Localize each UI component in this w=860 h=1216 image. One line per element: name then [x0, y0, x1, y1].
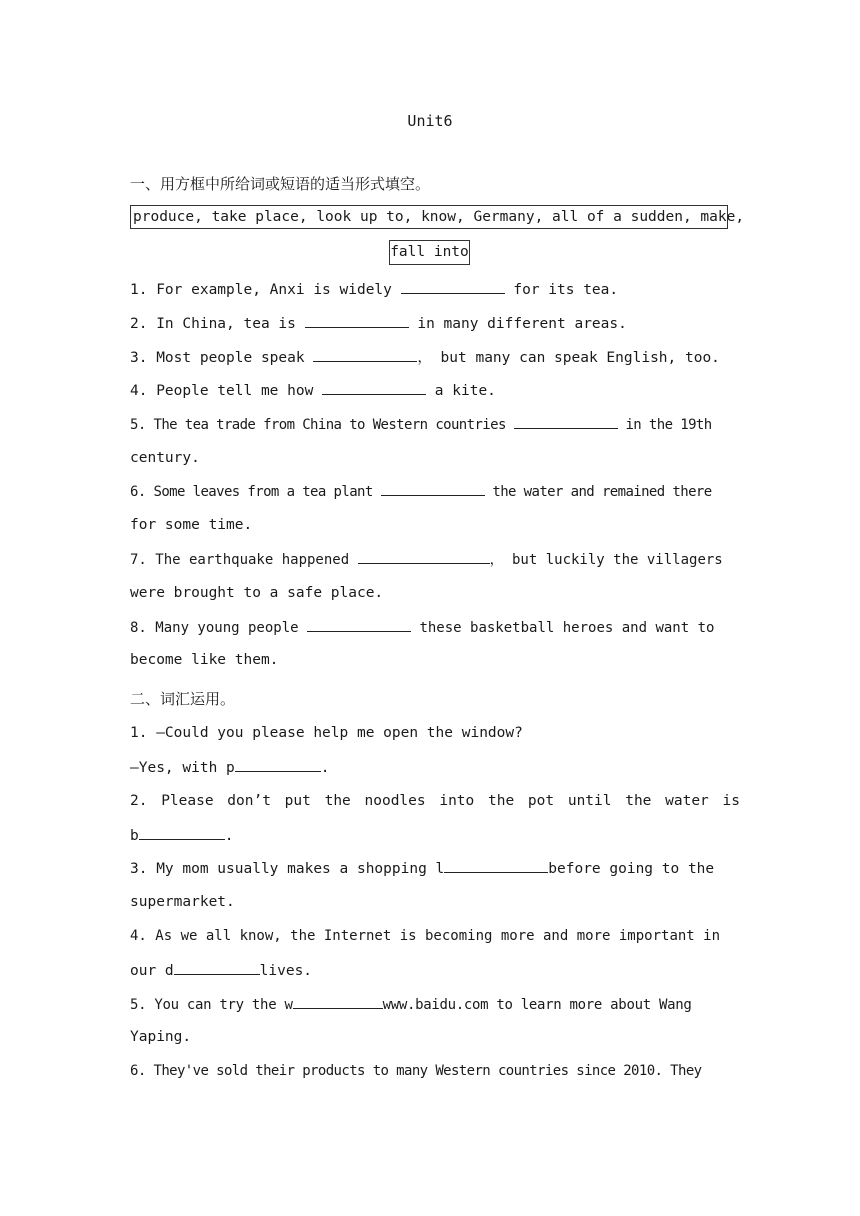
- section1-question-5: [130, 414, 730, 435]
- question-text: in many different areas.: [408, 316, 627, 332]
- section2-question-2-cont: [130, 825, 730, 846]
- section2-question-6: 6. They've sold their products to many Western countries since 2010. They: [130, 1063, 702, 1079]
- section2-question-5: [130, 994, 730, 1015]
- word-box-line1: produce, take place, look up to, know, Germany, all of a sudden, make,: [130, 205, 728, 229]
- section1-heading: 一、用方框中所给词或短语的适当形式填空。: [130, 175, 431, 193]
- section1-question-2: [130, 313, 730, 334]
- answer-blank[interactable]: [514, 414, 618, 429]
- section1-question-6-cont: for some time.: [130, 517, 253, 533]
- question-text: 5. The tea trade from China to Western countries: [130, 417, 514, 433]
- question-text: these basketball heroes and want to: [411, 620, 715, 636]
- answer-blank[interactable]: [313, 347, 417, 362]
- question-text: ， but many can speak English, too.: [417, 350, 720, 366]
- section2-question-5-cont: Yaping.: [130, 1029, 192, 1045]
- question-text: .: [224, 828, 234, 844]
- answer-blank[interactable]: [139, 825, 225, 840]
- section1-question-8: [130, 617, 730, 638]
- answer-blank[interactable]: [381, 481, 485, 496]
- question-text: the water and remained there: [484, 484, 712, 500]
- question-text: 1. For example, Anxi is widely: [130, 282, 401, 298]
- question-text: for its tea.: [504, 282, 619, 298]
- section1-question-7-cont: were brought to a safe place.: [130, 585, 384, 601]
- question-text: 4. People tell me how: [130, 383, 323, 399]
- question-text: —Yes, with p: [130, 760, 235, 776]
- question-text: b: [130, 828, 139, 844]
- answer-blank[interactable]: [293, 994, 383, 1009]
- section2-question-1-reply: [130, 757, 730, 778]
- answer-blank[interactable]: [307, 617, 411, 632]
- question-text: 3. Most people speak: [130, 350, 314, 366]
- question-text: in the 19th: [617, 417, 712, 433]
- question-text: lives.: [259, 963, 313, 979]
- question-text: a kite.: [426, 383, 496, 399]
- question-text: www.baidu.com to learn more about Wang: [382, 997, 692, 1013]
- question-text: 8. Many young people: [130, 620, 308, 636]
- question-text: 6. Some leaves from a tea plant: [130, 484, 381, 500]
- page-title: Unit6: [407, 112, 453, 130]
- section2-heading: 二、词汇运用。: [130, 690, 236, 708]
- question-text: 5. You can try the w: [130, 997, 293, 1013]
- question-text: 3. My mom usually makes a shopping l: [130, 861, 445, 877]
- question-text: .: [320, 760, 330, 776]
- question-text: 7. The earthquake happened: [130, 552, 358, 568]
- section1-question-4: [130, 380, 730, 401]
- answer-blank[interactable]: [358, 549, 490, 564]
- section2-question-4: 4. As we all know, the Internet is becoming more and more important in: [130, 928, 721, 944]
- section2-question-3-cont: supermarket.: [130, 894, 235, 910]
- answer-blank[interactable]: [305, 313, 409, 328]
- section1-question-5-cont: century.: [130, 450, 200, 466]
- question-text: our d: [130, 963, 174, 979]
- section1-question-1: [130, 279, 730, 300]
- section2-question-2: 2. Please don’t put the noodles into the pot until the water is: [130, 793, 740, 809]
- section2-question-3: [130, 858, 730, 879]
- answer-blank[interactable]: [174, 960, 260, 975]
- question-text: ， but luckily the villagers: [489, 552, 723, 568]
- question-text: before going to the: [548, 861, 715, 877]
- section2-question-4-cont: [130, 960, 730, 981]
- word-box-line2: fall into: [389, 240, 470, 265]
- section1-question-3: [130, 347, 730, 368]
- section1-question-6: [130, 481, 730, 502]
- answer-blank[interactable]: [401, 279, 505, 294]
- answer-blank[interactable]: [322, 380, 426, 395]
- question-text: 2. In China, tea is: [130, 316, 305, 332]
- section1-question-7: [130, 549, 730, 570]
- answer-blank[interactable]: [235, 757, 321, 772]
- section1-question-8-cont: become like them.: [130, 652, 279, 668]
- section2-question-1: 1. —Could you please help me open the window?: [130, 725, 523, 741]
- answer-blank[interactable]: [444, 858, 548, 873]
